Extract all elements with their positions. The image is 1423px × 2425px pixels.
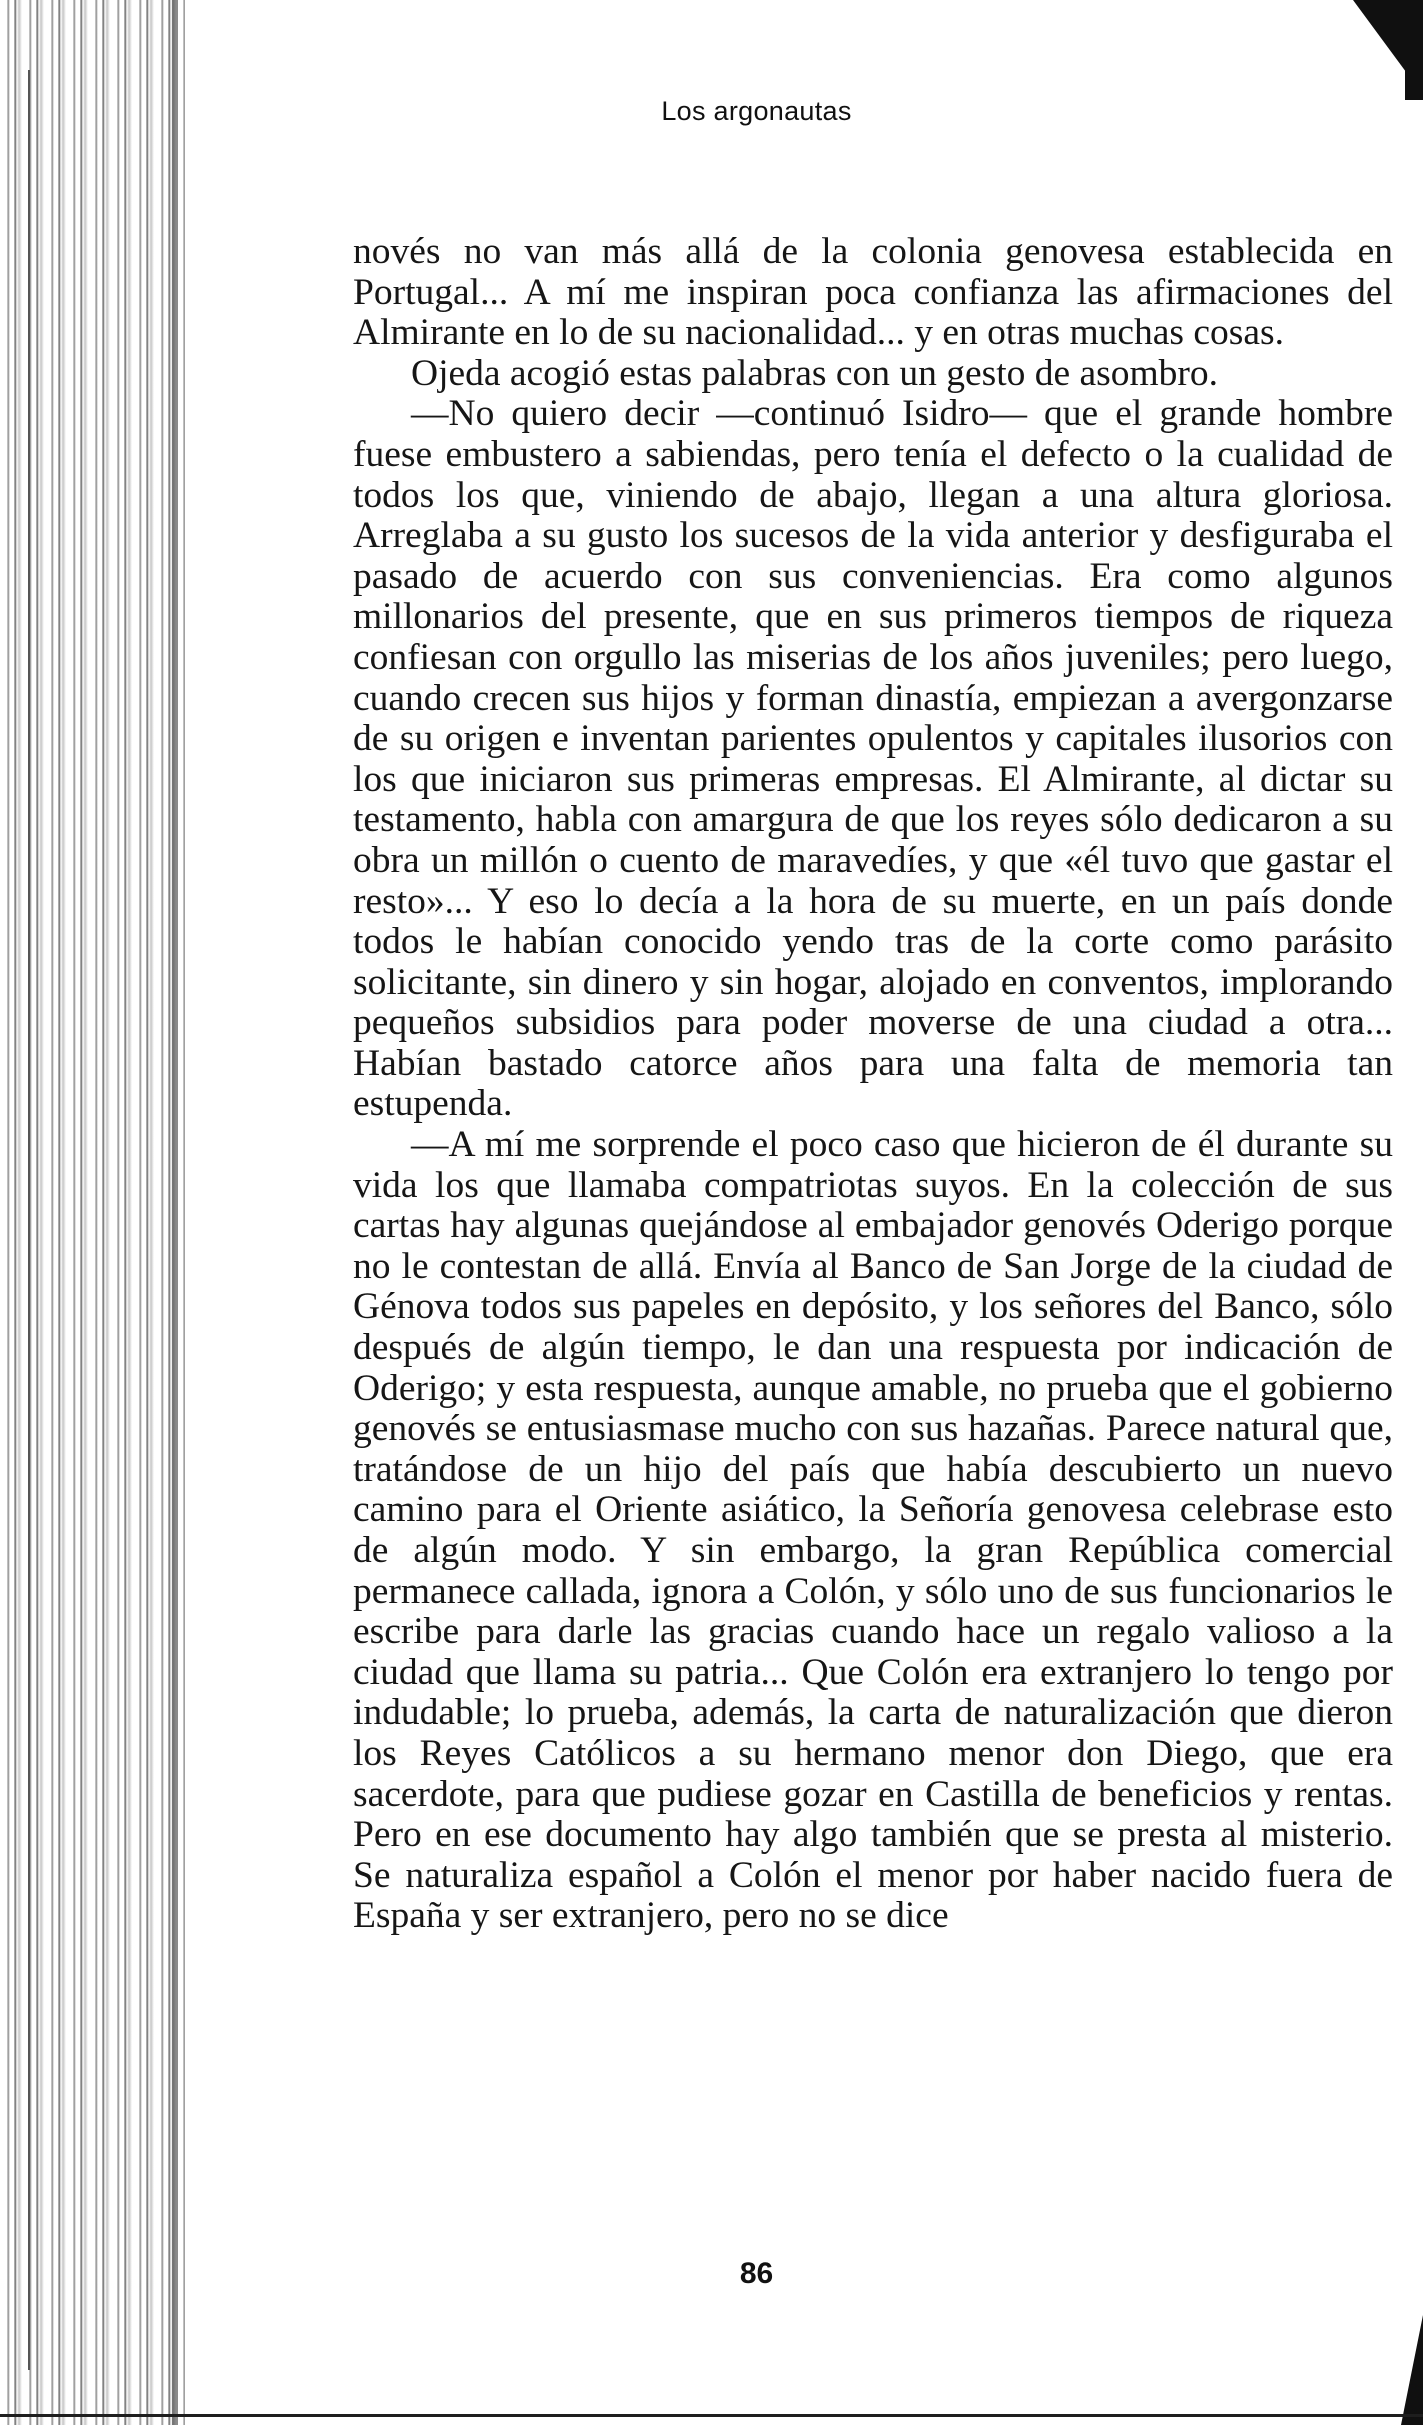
gutter-line: [28, 70, 30, 2370]
paragraph: —A mí me sorprende el poco caso que hicieron de él durante su vida los que llamaba compatriotas suyos. En la colección de sus cartas hay algunas quejándose al embajador genovés Oderigo porque no le contestan de allá. Envía al Banco de San Jorge de la ciudad de Génova todos sus papeles en depósito, y los señores del Banco, sólo después de algún tiempo, le dan una respuesta por indicación de Oderigo; y esta respuesta, aunque amable, no prueba que el gobierno genovés se entusiasmase mucho con sus hazañas. Parece natural que, tratándose de un hijo del país que había descubierto un nuevo camino para el Oriente asiático, la Señoría genovesa celebrase esto de algún modo. Y sin embargo, la gran República comercial permanece callada, ignora a Colón, y sólo uno de sus funcionarios le escribe para darle las gracias cuando hace un regalo valioso a la ciudad que llama su patria... Que Colón era extranjero lo tengo por indudable; lo prueba, además, la carta de naturalización que dieron los Reyes Católicos a su hermano menor don Diego, que era sacerdote, para que pudiese gozar en Castilla de beneficios y rentas. Pero en ese documento hay algo también que se presta al misterio. Se naturaliza español a Colón el menor por haber nacido fuera de España y ser extranjero, pero no se dice: [353, 1124, 1393, 1937]
paragraph: novés no van más allá de la colonia genovesa establecida en Portugal... A mí me inspiran poca confianza las afirmaciones del Almirante en lo de su nacionalidad... y en otras muchas cosas.: [353, 231, 1393, 354]
paragraph: Ojeda acogió estas palabras con un gesto de asombro.: [411, 352, 1219, 394]
scan-edge-top-right: [1405, 0, 1423, 100]
scan-corner-bottom-right: [1401, 2315, 1423, 2425]
paragraph: —No quiero decir —continuó Isidro— que el grande hombre fuese embustero a sabiendas, pero tenía el defecto o la cualidad de todos los que, viniendo de abajo, llegan a una altura gloriosa. Arreglaba a su gusto los sucesos de la vida anterior y desfiguraba el pasado de acuerdo con sus conveniencias. Era como algunos millonarios del presente, que en sus primeros tiempos de riqueza confiesan con orgullo las miserias de los años juveniles; pero luego, cuando crecen sus hijos y forman dinastía, empiezan a avergonzarse de su origen e inventan parientes opulentos y capitales ilusorios con los que iniciaron sus primeras empresas. El Almirante, al dictar su testamento, habla con amargura de que los reyes sólo dedicaron a su obra un millón o cuento de maravedíes, y que «él tuvo que gastar el resto»... Y eso lo decía a la hora de su muerte, en un país donde todos le habían conocido yendo tras de la corte como parásito solicitante, sin dinero y sin hogar, alojado en conventos, implorando pequeños subsidios para poder moverse de una ciudad a otra... Habían bastado catorce años para una falta de memoria tan estupenda.: [353, 393, 1393, 1125]
page-fold-edge: [172, 0, 178, 2425]
body-text: [353, 232, 1393, 1937]
page-number: 86: [739, 2257, 774, 2290]
running-header: Los argonautas: [661, 96, 852, 126]
scan-bottom-edge: [0, 2414, 1423, 2417]
